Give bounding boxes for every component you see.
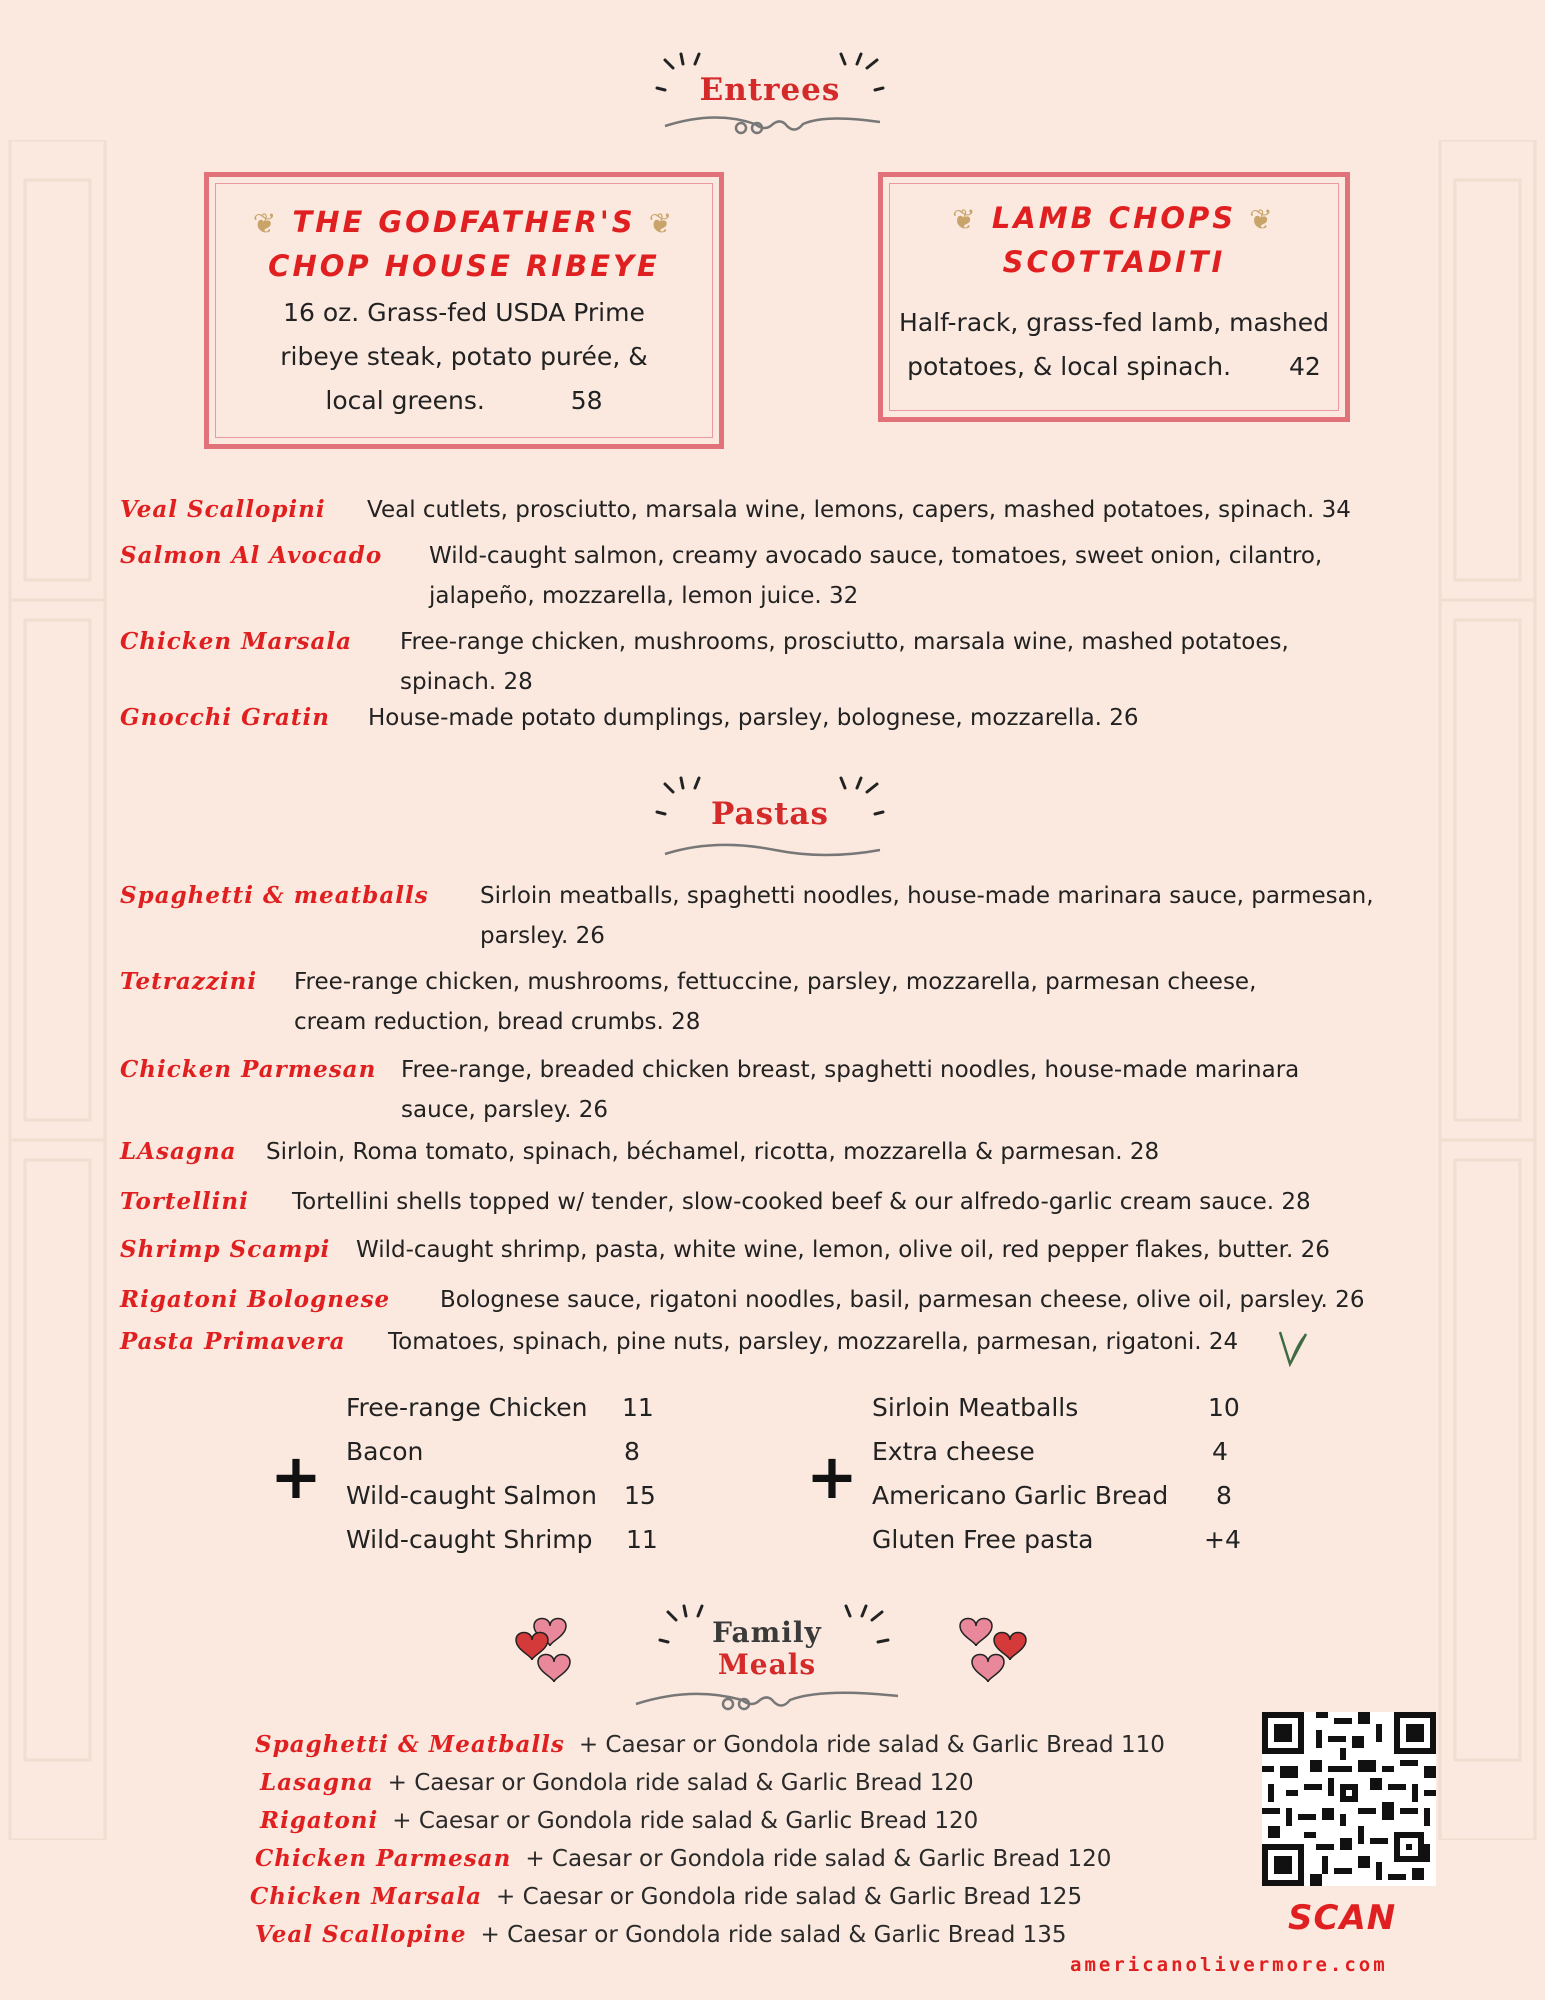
- menu-item-tortellini: [120, 1182, 1440, 1222]
- addon-price: 8: [624, 1437, 640, 1466]
- hearts-icon: [954, 1612, 1034, 1688]
- item-description-cont: parsley. 26: [480, 923, 605, 949]
- item-name: Chicken Marsala: [120, 628, 353, 655]
- item-name: Chicken Parmesan: [120, 1056, 377, 1083]
- menu-item-shrimp-scampi: [120, 1230, 1440, 1270]
- family-meal-name: Lasagna: [260, 1769, 374, 1796]
- section-title-entrees: Entrees: [699, 72, 841, 108]
- addon-price: 15: [624, 1481, 656, 1510]
- item-description: Wild-caught salmon, creamy avocado sauce, tomatoes, sweet onion, cilantro,: [429, 543, 1323, 569]
- addons-left-list: [346, 1386, 666, 1562]
- hearts-icon: [510, 1612, 590, 1688]
- url-part-domain: livermore.com: [1199, 1954, 1388, 1976]
- item-name: Salmon Al Avocado: [120, 542, 383, 569]
- featured-price: 58: [570, 386, 603, 415]
- menu-item-pasta-primavera: [120, 1322, 1440, 1362]
- addon-label: Americano Garlic Bread: [872, 1481, 1169, 1510]
- item-name: Shrimp Scampi: [120, 1236, 331, 1263]
- featured-desc-line1: 16 oz. Grass-fed USDA Prime: [283, 298, 645, 327]
- item-description: Sirloin, Roma tomato, spinach, béchamel, ricotta, mozzarella & parmesan. 28: [266, 1139, 1160, 1165]
- featured-desc-line1: Half-rack, grass-fed lamb, mashed: [899, 308, 1329, 337]
- menu-item-tetrazzini: [120, 962, 1440, 1042]
- background-decoration-right: [1430, 140, 1545, 1840]
- item-description-cont: jalapeño, mozzarella, lemon juice. 32: [429, 583, 859, 609]
- family-meal-name: Chicken Marsala: [250, 1883, 483, 1910]
- item-description: House-made potato dumplings, parsley, bolognese, mozzarella. 26: [368, 705, 1139, 731]
- menu-item-chicken-parmesan: [120, 1050, 1440, 1130]
- featured-desc-line3: local greens.: [325, 386, 485, 415]
- featured-title-line1: THE GODFATHER'S: [292, 205, 636, 239]
- item-description: Sirloin meatballs, spaghetti noodles, house-made marinara sauce, parmesan,: [480, 883, 1374, 909]
- menu-item-lasagna: [120, 1132, 1440, 1172]
- featured-title-line1: LAMB CHOPS: [991, 201, 1237, 235]
- family-meal-description: + Caesar or Gondola ride salad & Garlic Bread 135: [480, 1922, 1067, 1948]
- section-heading-pastas: [655, 772, 885, 862]
- item-description: Free-range chicken, mushrooms, prosciutto, marsala wine, mashed potatoes,: [400, 629, 1289, 655]
- item-description: Veal cutlets, prosciutto, marsala wine, lemons, capers, mashed potatoes, spinach. 34: [367, 497, 1351, 523]
- family-meal-description: + Caesar or Gondola ride salad & Garlic Bread 120: [525, 1846, 1112, 1872]
- item-description: Tortellini shells topped w/ tender, slow-cooked beef & our alfredo-garlic cream sauce. 28: [292, 1189, 1311, 1215]
- addon-row: [346, 1518, 666, 1562]
- item-description: Bolognese sauce, rigatoni noodles, basil, parmesan cheese, olive oil, parsley. 26: [440, 1287, 1365, 1313]
- family-meal-veal-scallopine: [255, 1916, 1067, 1954]
- family-meal-name: Chicken Parmesan: [255, 1845, 512, 1872]
- item-description-cont: spinach. 28: [400, 669, 533, 695]
- addon-row: [346, 1474, 666, 1518]
- item-description-cont: cream reduction, bread crumbs. 28: [294, 1009, 701, 1035]
- section-title-pastas: Pastas: [711, 796, 829, 832]
- item-name: Gnocchi Gratin: [120, 704, 330, 731]
- addon-label: Extra cheese: [872, 1437, 1035, 1466]
- item-name: Veal Scallopini: [120, 496, 326, 523]
- plus-icon: +: [806, 1440, 858, 1513]
- menu-item-spaghetti-meatballs: [120, 876, 1440, 956]
- addon-price: 4: [1212, 1437, 1228, 1466]
- url-part-brand: americano: [1070, 1954, 1200, 1976]
- scan-label: SCAN: [1288, 1898, 1397, 1938]
- family-meal-description: + Caesar or Gondola ride salad & Garlic Bread 120: [392, 1808, 979, 1834]
- item-name: Spaghetti & meatballs: [120, 882, 429, 909]
- addon-row: [346, 1386, 666, 1430]
- family-meal-chicken-marsala: [250, 1878, 1082, 1916]
- featured-item-ribeye: [204, 172, 724, 449]
- menu-item-gnocchi-gratin: [120, 698, 1420, 738]
- addon-label: Wild-caught Salmon: [346, 1481, 597, 1510]
- addon-price: +4: [1204, 1525, 1241, 1554]
- addons-right-list: [872, 1386, 1252, 1562]
- plus-icon: +: [270, 1440, 322, 1513]
- family-meal-description: + Caesar or Gondola ride salad & Garlic Bread 125: [496, 1884, 1083, 1910]
- addon-price: 11: [626, 1525, 658, 1554]
- section-heading-entrees: [655, 48, 885, 138]
- featured-title-line2: SCOTTADITI: [1002, 245, 1226, 279]
- vegetarian-leaf-icon: [1276, 1328, 1310, 1368]
- addon-row: [872, 1474, 1252, 1518]
- item-name: Rigatoni Bolognese: [120, 1286, 391, 1313]
- family-meal-spaghetti-meatballs: [255, 1726, 1165, 1764]
- addon-price: 8: [1216, 1481, 1232, 1510]
- addon-row: [872, 1386, 1252, 1430]
- addon-row: [346, 1430, 666, 1474]
- item-description: Free-range, breaded chicken breast, spaghetti noodles, house-made marinara: [401, 1057, 1300, 1083]
- cherub-icon: ❦: [252, 207, 280, 240]
- family-meal-lasagna: [260, 1764, 974, 1802]
- addon-label: Free-range Chicken: [346, 1393, 588, 1422]
- featured-item-lamb-chops: [878, 172, 1350, 422]
- menu-item-veal-scallopini: [120, 490, 1420, 530]
- featured-desc-line2: potatoes, & local spinach.: [907, 352, 1232, 381]
- addon-label: Wild-caught Shrimp: [346, 1525, 593, 1554]
- item-description: Wild-caught shrimp, pasta, white wine, lemon, olive oil, red pepper flakes, butter. 26: [356, 1237, 1330, 1263]
- family-meal-name: Spaghetti & Meatballs: [255, 1731, 565, 1758]
- addon-label: Bacon: [346, 1437, 424, 1466]
- family-meal-name: Rigatoni: [260, 1807, 379, 1834]
- cherub-icon: ❦: [648, 207, 676, 240]
- cherub-icon: ❦: [1249, 203, 1276, 236]
- family-meal-description: + Caesar or Gondola ride salad & Garlic Bread 110: [578, 1732, 1165, 1758]
- item-name: Tortellini: [120, 1188, 249, 1215]
- cherub-icon: ❦: [952, 203, 979, 236]
- item-description: Tomatoes, spinach, pine nuts, parsley, mozzarella, parmesan, rigatoni. 24: [388, 1329, 1239, 1355]
- featured-title-line2: CHOP HOUSE RIBEYE: [268, 249, 660, 283]
- family-meal-description: + Caesar or Gondola ride salad & Garlic Bread 120: [387, 1770, 974, 1796]
- family-meal-rigatoni: [260, 1802, 978, 1840]
- website-link[interactable]: [1070, 1954, 1388, 1976]
- addon-price: 11: [622, 1393, 654, 1422]
- item-name: Pasta Primavera: [120, 1328, 346, 1355]
- addon-row: [872, 1518, 1252, 1562]
- family-meal-chicken-parmesan: [255, 1840, 1111, 1878]
- menu-item-rigatoni-bolognese: [120, 1280, 1440, 1320]
- addon-price: 10: [1208, 1393, 1240, 1422]
- section-title-family: Family: [712, 1616, 822, 1649]
- featured-price: 42: [1289, 352, 1321, 381]
- menu-item-chicken-marsala: [120, 622, 1420, 702]
- item-description-cont: sauce, parsley. 26: [401, 1097, 608, 1123]
- addon-label: Sirloin Meatballs: [872, 1393, 1079, 1422]
- item-description: Free-range chicken, mushrooms, fettuccine, parsley, mozzarella, parmesan cheese,: [294, 969, 1257, 995]
- addon-label: Gluten Free pasta: [872, 1525, 1094, 1554]
- qr-code-icon[interactable]: [1262, 1712, 1436, 1886]
- item-name: Tetrazzini: [120, 968, 258, 995]
- background-decoration-left: [0, 140, 115, 1840]
- featured-desc-line2: ribeye steak, potato purée, &: [280, 342, 648, 371]
- menu-item-salmon-al-avocado: [120, 536, 1420, 616]
- family-meal-name: Veal Scallopine: [255, 1921, 467, 1948]
- addon-row: [872, 1430, 1252, 1474]
- section-title-meals: Meals: [717, 1648, 817, 1681]
- section-heading-family-meals: [632, 1596, 902, 1720]
- item-name: LAsagna: [120, 1138, 237, 1165]
